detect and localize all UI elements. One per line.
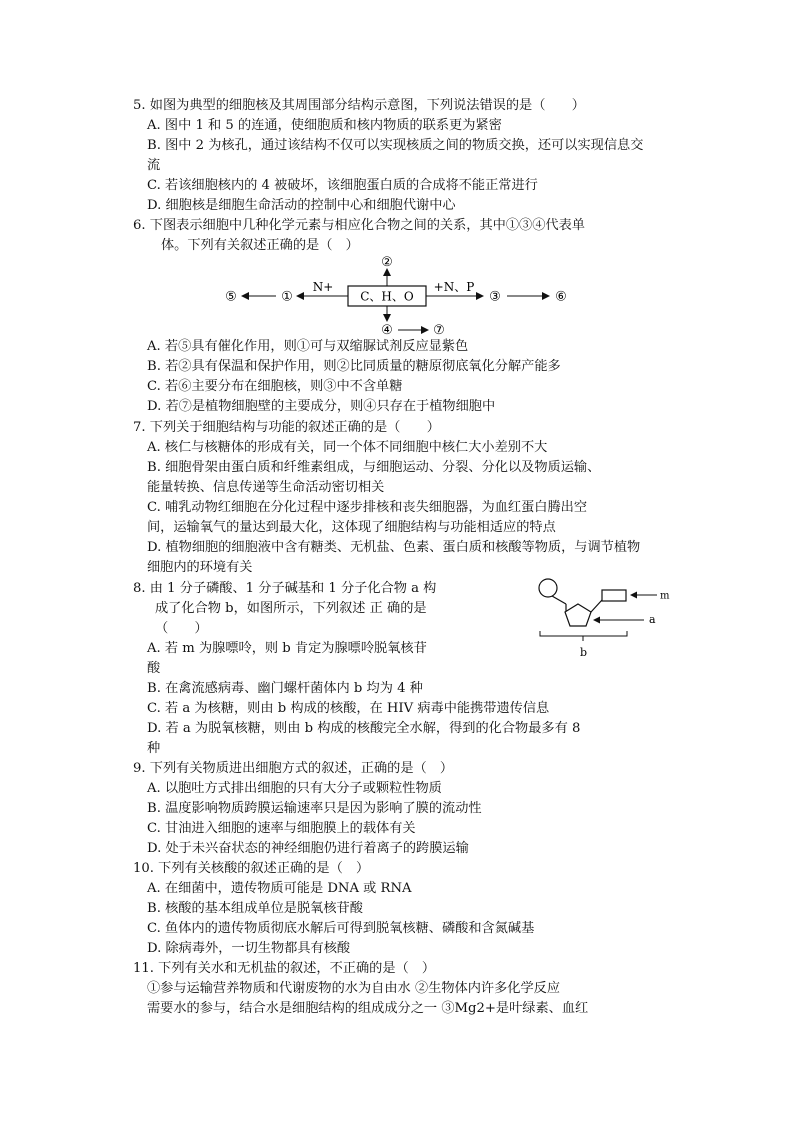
q9-option-d: D. 处于未兴奋状态的神经细胞仍进行着离子的跨膜运输 (147, 841, 469, 856)
q6-node-2: ② (381, 255, 393, 270)
q8-nucleotide-diagram (532, 574, 670, 666)
q8-stem-line3: （ ） (155, 621, 208, 636)
q10-option-b: B. 核酸的基本组成单位是脱氧核苷酸 (147, 901, 363, 916)
q11-body-line1: ①参与运输营养物质和代谢废物的水为自由水 ②生物体内许多化学反应 (147, 981, 561, 996)
q6-node-6: ⑥ (555, 289, 567, 305)
q6-node-1: ① (281, 289, 293, 305)
q10-option-c: C. 鱼体内的遗传物质彻底水解后可得到脱氧核糖、磷酸和含氮碱基 (147, 921, 535, 936)
q6-node-7: ⑦ (433, 323, 445, 338)
q6-stem-line1: 6. 下图表示细胞中几种化学元素与相应化合物之间的关系，其中①③④代表单 (133, 218, 585, 233)
q6-center-label: C、H、O (360, 289, 414, 304)
q8-option-a-line2: 酸 (147, 661, 161, 676)
q8-label-m: m (660, 590, 670, 602)
q10-option-d: D. 除病毒外，一切生物都具有核酸 (147, 941, 351, 956)
q6-node-3: ③ (489, 289, 501, 305)
q5-option-c: C. 若该细胞核内的 4 被破坏，该细胞蛋白质的合成将不能正常进行 (147, 178, 538, 193)
q6-option-a: A. 若⑤具有催化作用，则①可与双缩脲试剂反应显紫色 (147, 339, 469, 354)
q8-stem-line1: 8. 由 1 分子磷酸、1 分子碱基和 1 分子化合物 a 构 (133, 581, 437, 596)
q7-option-b-line1: B. 细胞骨架由蛋白质和纤维素组成，与细胞运动、分裂、分化以及物质运输、 (147, 460, 601, 475)
q7-option-d-line2: 细胞内的环境有关 (147, 560, 253, 575)
q8-phosphate-circle (539, 579, 557, 597)
q6-right-label: +N、P (433, 280, 475, 294)
q5-stem: 5. 如图为典型的细胞核及其周围部分结构示意图，下列说法错误的是（ ） (133, 98, 585, 113)
q8-option-a-line1: A. 若 m 为腺嘌呤，则 b 肯定为腺嘌呤脱氧核苷 (147, 641, 427, 656)
q10-option-a: A. 在细菌中，遗传物质可能是 DNA 或 RNA (147, 881, 412, 896)
q7-option-d-line1: D. 植物细胞的细胞液中含有糖类、无机盐、色素、蛋白质和核酸等物质，与调节植物 (147, 540, 641, 555)
q9-option-c: C. 甘油进入细胞的速率与细胞膜上的载体有关 (147, 821, 416, 836)
q8-option-c: C. 若 a 为核糖，则由 b 构成的核酸，在 HIV 病毒中能携带遗传信息 (147, 701, 550, 716)
q7-option-a: A. 核仁与核糖体的形成有关，同一个体不同细胞中核仁大小差别不大 (147, 440, 548, 455)
q7-stem: 7. 下列关于细胞结构与功能的叙述正确的是（ ） (133, 420, 440, 435)
q6-element-compound-diagram (215, 252, 585, 340)
q6-stem-line2: 体。下列有关叙述正确的是（ ） (161, 238, 359, 253)
q9-option-a: A. 以胞吐方式排出细胞的只有大分子或颗粒性物质 (147, 781, 442, 796)
q6-left-label: N+ (312, 280, 334, 294)
q10-stem: 10. 下列有关核酸的叙述正确的是（ ） (133, 861, 370, 876)
q8-label-b: b (580, 646, 588, 659)
q7-option-b-line2: 能量转换、信息传递等生命活动密切相关 (147, 480, 385, 495)
q11-stem: 11. 下列有关水和无机盐的叙述，不正确的是（ ） (133, 961, 436, 976)
q7-option-c-line1: C. 哺乳动物红细胞在分化过程中逐步排核和丧失细胞器，为血红蛋白腾出空 (147, 500, 588, 515)
q8-option-d-line2: 种 (147, 741, 161, 756)
q6-node-5: ⑤ (225, 289, 237, 305)
q6-option-d: D. 若⑦是植物细胞壁的主要成分，则④只存在于植物细胞中 (147, 399, 496, 414)
q8-stem-line2: 成了化合物 b，如图所示，下列叙述 正 确的是 (155, 601, 427, 616)
q8-option-b: B. 在禽流感病毒、幽门螺杆菌体内 b 均为 4 种 (147, 681, 423, 696)
q9-option-b: B. 温度影响物质跨膜运输速率只是因为影响了膜的流动性 (147, 801, 482, 816)
q6-node-4: ④ (381, 323, 393, 338)
q9-stem: 9. 下列有关物质进出细胞方式的叙述，正确的是（ ） (133, 761, 454, 776)
q8-pentose-ring (565, 604, 591, 626)
q6-option-b: B. 若②具有保温和保护作用，则②比同质量的糖原彻底氧化分解产能多 (147, 359, 561, 374)
q6-option-c: C. 若⑥主要分布在细胞核，则③中不含单糖 (147, 379, 403, 394)
q5-option-b-line2: 流 (147, 158, 161, 173)
q5-option-d: D. 细胞核是细胞生命活动的控制中心和细胞代谢中心 (147, 198, 456, 213)
q5-option-b-line1: B. 图中 2 为核孔，通过该结构不仅可以实现核质之间的物质交换，还可以实现信息交 (147, 138, 644, 153)
q11-body-line2: 需要水的参与，结合水是细胞结构的组成成分之一 ③Mg2+是叶绿素、血红 (147, 1001, 589, 1016)
q5-option-a: A. 图中 1 和 5 的连通，使细胞质和核内物质的联系更为紧密 (147, 118, 502, 133)
q8-label-a: a (649, 613, 656, 626)
q8-option-d-line1: D. 若 a 为脱氧核糖，则由 b 构成的核酸完全水解，得到的化合物最多有 8 (147, 721, 581, 736)
q8-base-box (602, 590, 626, 601)
q7-option-c-line2: 间，运输氧气的量达到最大化，这体现了细胞结构与功能相适应的特点 (147, 520, 556, 535)
